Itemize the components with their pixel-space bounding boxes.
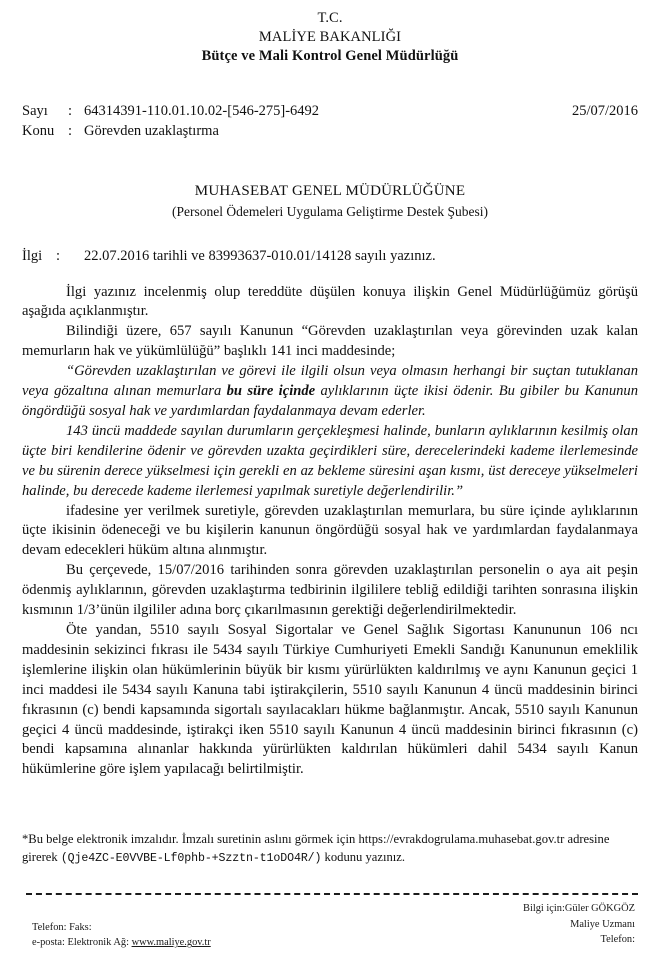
ilgi-row xyxy=(22,248,638,265)
footer-contact-title: Maliye Uzmanı xyxy=(570,918,635,930)
reference-row-sayi xyxy=(22,101,638,122)
sayi-label: Sayı xyxy=(22,102,48,119)
addressee-block xyxy=(22,182,638,221)
letterhead-line-tc: T.C. xyxy=(317,10,343,26)
body-quote-paragraph-1 xyxy=(22,362,638,422)
quote1-part-a: “Görevden uzaklaştırılan ve görevi ile ilgili olsun veya olmasın herhangi bir suçtan tutuklanan veya gözaltına alınan memurlara xyxy=(22,363,638,400)
body-paragraph-2: Bilindiği üzere, 657 sayılı Kanunun “Görevden uzaklaştırılan veya görevinden uzak kalan memurların hak ve yükümlülüğü” başlıklı 141 inci maddesinde; xyxy=(22,323,638,360)
body-paragraph-4: Bu çerçevede, 15/07/2016 tarihinden sonra görevden uzaklaştırılan personelin o aya ait peşin ödenmiş aylıklarının, görevden uzaklaştırma tedbirinin ilgililere tebliğ edildiği tarihten sonrasına ilişkin kısmının 1/3’ünün ilgililer adına borç çıkarılmasının gerektiği değerlendirilmektedir. xyxy=(22,562,638,619)
footer-contact-phone: Telefon: xyxy=(600,934,635,946)
quote1-bold-phrase: bu süre içinde xyxy=(226,383,316,400)
footer-email-web xyxy=(32,935,211,950)
body-paragraph-1: İlgi yazınız incelenmiş olup tereddüte düşülen konuya ilişkin Genel Müdürlüğümüz görüşü aşağıda açıklanmıştır. xyxy=(22,283,638,320)
document-date: 25/07/2016 xyxy=(571,102,638,119)
body-quote-paragraph-2: 143 üncü maddede sayılan durumların gerçekleşmesi halinde, bunların aylıklarının kesilmiş olan üçte biri kendilerine ödenir ve görevden uzakta geçirdikleri süre, derecelerindeki kademe ilerlemesinde ve bu sürenin derece yükselmesi için gerekli en az bekleme süresini aşan kısmı, üst dereceye yükselmeleri halinde, bu derecede kademe ilerlemesi yapılmak suretiyle değerlendirilir.” xyxy=(22,422,638,499)
esign-text-before: *Bu belge elektronik imzalıdır. İmzalı suretinin aslını görmek için https://evrakdogrulama.muhasebat.gov.tr adresine girerek xyxy=(22,832,610,865)
esign-verification-code: (Qje4ZC-E0VVBE-Lf0phb-+Szztn-t1oDO4R/) xyxy=(60,852,322,866)
konu-label: Konu xyxy=(22,123,55,140)
electronic-signature-note xyxy=(22,830,638,868)
document-body xyxy=(22,283,638,781)
letterhead-line-ministry: MALİYE BAKANLIĞI xyxy=(258,28,402,45)
letterhead xyxy=(22,0,638,66)
letterhead-line-directorate: Bütçe ve Mali Kontrol Genel Müdürlüğü xyxy=(201,47,459,64)
addressee-sub: (Personel Ödemeleri Uygulama Geliştirme Destek Şubesi) xyxy=(171,203,489,219)
ilgi-colon: : xyxy=(56,247,61,264)
esign-text-after: kodunu yazınız. xyxy=(321,850,405,865)
footer-phone-fax: Telefon: Faks: xyxy=(32,922,92,933)
footer-website-link[interactable]: www.maliye.gov.tr xyxy=(131,937,211,949)
addressee-main: MUHASEBAT GENEL MÜDÜRLÜĞÜNE xyxy=(194,182,466,199)
ilgi-value: 22.07.2016 tarihli ve 83993637-010.01/14128 sayılı yazınız. xyxy=(84,247,436,264)
footer-divider xyxy=(26,893,638,895)
sayi-value: 64314391-110.01.10.02-[546-275]-6492 xyxy=(84,102,320,119)
reference-block xyxy=(22,101,638,142)
sayi-colon: : xyxy=(68,102,73,119)
quote1-part-b: aylıklarının üçte ikisi ödenir. Bu gibiler bu Kanunun öngördüğü sosyal hak ve yardımlardan faydalanmaya devam ederler. xyxy=(22,383,639,420)
footer-contact-right xyxy=(523,901,635,948)
body-paragraph-3: ifadesine yer verilmek suretiyle, görevden uzaklaştırılan memurlara, bu süre içinde aylıklarının üçte ikisinin ödeneceği ve bu kişilerin kanunun öngördüğü sosyal hak ve yardımlardan faydalanmaya devam edecekleri hüküm altına alınmıştır. xyxy=(22,502,638,559)
footer-block xyxy=(22,899,638,959)
konu-value: Görevden uzaklaştırma xyxy=(84,123,219,140)
konu-colon: : xyxy=(68,123,73,140)
body-paragraph-5: Öte yandan, 5510 sayılı Sosyal Sigortalar ve Genel Sağlık Sigortası Kanununun 106 ncı maddesinin sekizinci fıkrası ile 5434 sayılı Türkiye Cumhuriyeti Emekli Sandığı Kanununun emeklilik işlemlerine ilişkin olan hükümlerinin büyük bir kısmı yürürlükten kaldırılmış ve aynı Kanunun geçici 1 inci maddesi ile 5434 sayılı Kanuna tabi iştirakçilerin, 5510 sayılı Kanunun 4 üncü maddesinin birinci fıkrasının (c) bendi kapsamında sigortalı sayılacakları hükme bağlanmıştır. Ancak, 5510 sayılı Kanunun geçici 4 üncü maddesinde, iştirakçi iken 5510 sayılı Kanunun 4 üncü maddesinin birinci fıkrasının (c) bendi kapsamına alınanlar hakkında yürürlükten kaldırılan hükümleri dahil 5434 sayılı Kanun hükümlerine göre işlem yapılacağı belirtilmiştir. xyxy=(22,621,638,778)
footer-contact-person: Bilgi için:Güler GÖKGÖZ xyxy=(523,903,635,914)
ilgi-label: İlgi xyxy=(22,247,43,264)
reference-row-konu xyxy=(22,121,638,142)
footer-email-label: e-posta: Elektronik Ağ: xyxy=(32,937,132,949)
footer-contact-left xyxy=(32,920,211,951)
